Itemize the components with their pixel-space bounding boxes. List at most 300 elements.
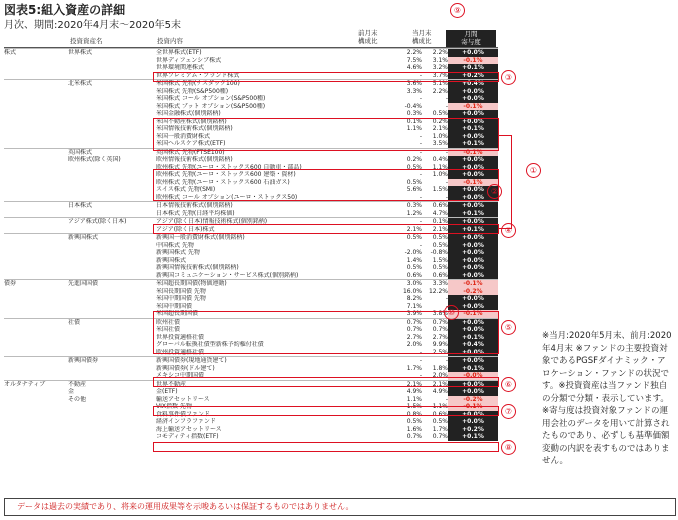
- contribution-cell: +0.0%: [448, 133, 498, 141]
- cur-ratio-cell: 12.2%: [428, 287, 448, 295]
- asset-class-cell: [4, 396, 68, 404]
- prev-ratio-cell: 2.7%: [406, 333, 422, 341]
- content-cell: 米国超長期国債: [156, 310, 199, 318]
- highlight-box-1: [153, 118, 499, 151]
- header-cur-ratio-1: 当月末: [412, 29, 432, 37]
- contribution-cell: +0.0%: [448, 380, 498, 388]
- cur-ratio-cell: 1.0%: [432, 132, 448, 140]
- cur-ratio-cell: 0.7%: [432, 326, 448, 334]
- marker-8: ⑧: [501, 440, 516, 455]
- contribution-cell: +0.4%: [448, 341, 498, 349]
- asset-class-cell: オルタナティブ: [4, 380, 68, 388]
- cur-ratio-cell: -: [445, 95, 448, 103]
- content-cell: 新興国債券(現地通貨建て): [156, 357, 354, 365]
- content-cell: コモディティ指数(ETF): [156, 433, 219, 441]
- asset-class-cell: [4, 156, 68, 164]
- sub-class-cell: [68, 264, 156, 272]
- sub-class-cell: [68, 242, 156, 250]
- sub-class-cell: [68, 334, 156, 342]
- asset-class-cell: [4, 426, 68, 434]
- content-cell: 米国ヘルスケア株式(ETF): [156, 140, 226, 148]
- content-cell: 全世界株式(ETF): [156, 49, 354, 57]
- cur-ratio-cell: 1.8%: [432, 364, 448, 372]
- cur-ratio-cell: 0.1%: [422, 218, 448, 226]
- contribution-cell: +0.4%: [448, 80, 498, 88]
- cur-ratio-cell: 2.2%: [422, 49, 448, 57]
- header-prev-ratio-2: 構成比: [358, 37, 378, 45]
- content-cell: 新興国債券(ドル建て): [156, 364, 215, 372]
- cur-ratio-cell: 1.1%: [432, 403, 448, 411]
- marker-7: ⑦: [501, 404, 516, 419]
- cur-ratio-cell: 1.1%: [432, 163, 448, 171]
- cur-ratio-cell: 3.7%: [432, 71, 448, 79]
- cur-ratio-cell: 0.6%: [422, 202, 448, 210]
- cur-ratio-cell: 0.5%: [432, 241, 448, 249]
- content-cell: 世界投資適格社債: [156, 333, 205, 341]
- contribution-cell: +0.0%: [448, 156, 498, 164]
- asset-class-cell: [4, 334, 68, 342]
- content-cell: 中国株式 先物: [156, 241, 194, 249]
- asset-class-cell: [4, 365, 68, 373]
- contribution-cell: +0.0%: [448, 357, 498, 365]
- sub-class-cell: [68, 341, 156, 349]
- disclaimer: データは過去の実績であり、将来の運用成果等を示唆あるいは保証するものではありません。: [4, 498, 676, 516]
- cur-ratio-cell: 0.5%: [432, 418, 448, 426]
- table-row: [4, 249, 498, 257]
- contribution-cell: +0.0%: [448, 295, 498, 303]
- cur-ratio-cell: 3.1%: [432, 56, 448, 64]
- contribution-cell: -0.2%: [448, 396, 498, 404]
- sub-class-cell: [68, 257, 156, 265]
- content-cell: 米国超長期国債(物価連動): [156, 280, 354, 288]
- cur-ratio-cell: 1.5%: [432, 186, 448, 194]
- asset-class-cell: [4, 72, 68, 80]
- sub-class-cell: [68, 171, 156, 179]
- asset-class-cell: [4, 194, 68, 202]
- cur-ratio-cell: 4.7%: [432, 209, 448, 217]
- prev-ratio-cell: 0.5%: [406, 163, 422, 171]
- content-cell: 世界ディフェンシブ株式: [156, 56, 222, 64]
- highlight-box-2: [153, 169, 499, 201]
- table-row: [4, 426, 498, 434]
- cur-ratio-cell: -: [445, 302, 448, 310]
- contribution-cell: +0.0%: [448, 49, 498, 57]
- header-cur-ratio-2: 構成比: [412, 37, 432, 45]
- cur-ratio-cell: 0.4%: [432, 156, 448, 164]
- prev-ratio-cell: 0.6%: [406, 271, 422, 279]
- content-cell: 米国一般消費財株式: [156, 132, 211, 140]
- contribution-cell: +0.0%: [448, 110, 498, 118]
- prev-ratio-cell: 16.0%: [402, 287, 422, 295]
- cur-ratio-cell: 3.8%: [432, 310, 448, 318]
- sub-class-cell: アジア株式(除く日本): [68, 218, 156, 226]
- sub-class-cell: [68, 186, 156, 194]
- contribution-cell: -0.1%: [448, 403, 498, 411]
- prev-ratio-cell: 3.0%: [354, 280, 422, 288]
- asset-class-cell: [4, 433, 68, 441]
- asset-class-cell: [4, 202, 68, 210]
- cur-ratio-cell: 0.5%: [422, 234, 448, 242]
- contribution-cell: -0.1%: [448, 103, 498, 111]
- content-cell: 世界プレミアム・ブランド株式: [156, 71, 240, 79]
- content-cell: 米国株式 先物(S&P500種): [156, 87, 229, 95]
- asset-class-cell: [4, 326, 68, 334]
- content-cell: 米国社債: [156, 326, 181, 334]
- contribution-cell: +0.1%: [448, 365, 498, 373]
- cur-ratio-cell: 2.2%: [432, 87, 448, 95]
- cur-ratio-cell: 9.9%: [432, 341, 448, 349]
- sub-class-cell: [68, 133, 156, 141]
- contribution-cell: +0.0%: [448, 171, 498, 179]
- asset-class-cell: [4, 148, 68, 156]
- content-cell: 米国金融株式(個別銘柄): [156, 110, 221, 118]
- asset-class-cell: [4, 249, 68, 257]
- sub-class-cell: [68, 140, 156, 148]
- content-cell: 新興国株式: [156, 256, 187, 264]
- content-cell: 金(ETF): [156, 388, 178, 396]
- table-row: [4, 110, 498, 118]
- prev-ratio-cell: 1.6%: [406, 425, 422, 433]
- asset-class-cell: 株式: [4, 49, 68, 57]
- prev-ratio-cell: 2.1%: [406, 225, 422, 233]
- asset-class-cell: [4, 242, 68, 250]
- cur-ratio-cell: -: [445, 102, 448, 110]
- sub-class-cell: 欧州株式(除く英国): [68, 156, 121, 164]
- prev-ratio-cell: 7.5%: [406, 56, 422, 64]
- content-cell: グローバル転換社債型新株予約権付社債: [156, 341, 264, 349]
- prev-ratio-cell: 0.1%: [406, 117, 422, 125]
- contribution-cell: -0.1%: [448, 179, 498, 187]
- contribution-cell: +0.1%: [448, 140, 498, 148]
- sub-class-cell: [68, 179, 156, 187]
- asset-class-cell: [4, 341, 68, 349]
- table-row: [4, 64, 498, 72]
- sub-class-cell: [68, 95, 156, 103]
- prev-ratio-cell: 0.2%: [406, 156, 422, 164]
- prev-ratio-cell: 2.2%: [354, 49, 422, 57]
- prev-ratio-cell: -: [354, 148, 422, 156]
- sub-class-cell: 社債: [68, 318, 156, 326]
- table-row: [4, 264, 498, 272]
- marker-1: ①: [526, 163, 541, 178]
- table-row: [4, 295, 498, 303]
- table-row: [4, 88, 498, 96]
- content-cell: 新興国情報技術株式(個別銘柄): [156, 264, 239, 272]
- content-cell: アジア(除く日本)情報技術株式(個別銘柄): [156, 218, 354, 226]
- prev-ratio-cell: 1.1%: [406, 125, 422, 133]
- header-asset-class: 投資資産名: [70, 37, 103, 45]
- table-row: [4, 57, 498, 65]
- sub-class-cell: [68, 57, 156, 65]
- content-cell: 欧州株式 先物(ユーロ・ストックス600 石油ガス): [156, 178, 290, 186]
- asset-class-cell: [4, 164, 68, 172]
- prev-ratio-cell: -2.0%: [404, 249, 422, 257]
- prev-ratio-cell: -: [354, 357, 422, 365]
- prev-ratio-cell: 7.1%: [406, 302, 422, 310]
- page-subtitle: 月次、期間:2020年4月末～2020年5末: [4, 20, 181, 31]
- contribution-cell: +0.0%: [448, 418, 498, 426]
- content-cell: 欧州社債: [156, 318, 354, 326]
- prev-ratio-cell: 0.5%: [406, 178, 422, 186]
- sub-class-cell: [68, 303, 156, 311]
- asset-class-cell: [4, 234, 68, 242]
- prev-ratio-cell: 5.6%: [406, 186, 422, 194]
- cur-ratio-cell: 0.7%: [432, 433, 448, 441]
- contribution-cell: +0.2%: [448, 426, 498, 434]
- highlight-box-7: [153, 406, 499, 416]
- sub-class-cell: [68, 64, 156, 72]
- contribution-cell: +0.0%: [448, 218, 498, 226]
- contribution-cell: +0.0%: [448, 303, 498, 311]
- contribution-cell: -0.1%: [448, 280, 498, 288]
- prev-ratio-cell: 1.7%: [406, 364, 422, 372]
- content-cell: 欧州株式 先物(ユーロ・ストックス600 建築・資材): [156, 171, 296, 179]
- asset-class-cell: [4, 303, 68, 311]
- table-row: [4, 234, 498, 242]
- table-row: [4, 257, 498, 265]
- asset-class-cell: [4, 272, 68, 280]
- asset-class-cell: [4, 64, 68, 72]
- sub-class-cell: [68, 326, 156, 334]
- sub-class-cell: その他: [68, 395, 87, 403]
- highlight-box-4: [153, 224, 499, 234]
- marker-9: ⑨: [450, 3, 465, 18]
- asset-class-cell: [4, 80, 68, 88]
- asset-class-cell: [4, 210, 68, 218]
- contribution-cell: +0.1%: [448, 433, 498, 441]
- cur-ratio-cell: 2.5%: [432, 348, 448, 356]
- prev-ratio-cell: 1.5%: [406, 403, 422, 411]
- header-prev-ratio-1: 前月末: [358, 29, 378, 37]
- marker-3: ③: [501, 70, 516, 85]
- asset-class-cell: [4, 257, 68, 265]
- asset-class-cell: [4, 218, 68, 226]
- cur-ratio-cell: 4.9%: [432, 388, 448, 396]
- contribution-cell: +0.0%: [448, 234, 498, 242]
- content-cell: 英国株式 先物(FTSE100): [156, 148, 354, 156]
- cur-ratio-cell: -: [445, 295, 448, 303]
- contribution-cell: +0.0%: [448, 164, 498, 172]
- contribution-cell: +0.0%: [448, 272, 498, 280]
- sub-class-cell: 新興国株式: [68, 234, 156, 242]
- content-cell: 欧州情報技術株式(個別銘柄): [156, 156, 233, 164]
- sub-class-cell: [68, 72, 156, 80]
- content-cell: 輸送アセットリース: [156, 395, 210, 403]
- sub-class-cell: [68, 418, 156, 426]
- content-cell: 欧州株式 コール オプション(ユーロ・ストックス50): [156, 193, 298, 201]
- contribution-cell: +0.0%: [448, 88, 498, 96]
- table-row: [4, 280, 498, 288]
- table-row: [4, 396, 498, 404]
- sub-class-cell: [68, 433, 156, 441]
- prev-ratio-cell: 0.7%: [354, 318, 422, 326]
- asset-class-cell: [4, 288, 68, 296]
- cur-ratio-cell: 0.6%: [432, 410, 448, 418]
- table-row: [4, 433, 498, 441]
- prev-ratio-cell: 8.2%: [406, 295, 422, 303]
- sub-class-cell: [68, 164, 156, 172]
- cur-ratio-cell: 3.2%: [432, 64, 448, 72]
- sub-class-cell: 英国株式: [68, 148, 156, 156]
- contribution-cell: +0.1%: [448, 125, 498, 133]
- connector-line: [499, 135, 511, 136]
- contribution-cell: +0.1%: [448, 226, 498, 234]
- table-row: [4, 210, 498, 218]
- prev-ratio-cell: -: [419, 140, 422, 148]
- content-cell: 米国中期国債: [156, 302, 193, 310]
- cur-ratio-cell: 2.1%: [422, 380, 448, 388]
- prev-ratio-cell: 3.6%: [354, 80, 422, 88]
- prev-ratio-cell: 3.3%: [406, 87, 422, 95]
- prev-ratio-cell: 0.5%: [406, 418, 422, 426]
- prev-ratio-cell: 0.8%: [406, 410, 422, 418]
- content-cell: VIX指数 先物: [156, 403, 192, 411]
- contribution-cell: +0.2%: [448, 72, 498, 80]
- cur-ratio-cell: -: [445, 178, 448, 186]
- content-cell: アジア(除く日本)株式: [156, 225, 215, 233]
- prev-ratio-cell: 0.7%: [406, 326, 422, 334]
- prev-ratio-cell: -: [419, 95, 422, 103]
- contribution-cell: +0.0%: [448, 349, 498, 357]
- sub-class-cell: 新興国債券: [68, 357, 156, 365]
- asset-class-cell: [4, 103, 68, 111]
- sub-class-cell: [68, 210, 156, 218]
- cur-ratio-cell: 2.7%: [432, 333, 448, 341]
- asset-class-cell: [4, 118, 68, 126]
- sub-class-cell: [68, 194, 156, 202]
- sub-class-cell: [68, 403, 156, 411]
- content-cell: 米国中期国債 先物: [156, 295, 206, 303]
- cur-ratio-cell: -: [422, 148, 448, 156]
- content-cell: 欧州投資適格社債: [156, 348, 205, 356]
- marker-6: ⑥: [501, 377, 516, 392]
- asset-class-cell: [4, 95, 68, 103]
- highlight-box-6: [153, 377, 499, 387]
- cur-ratio-cell: 0.7%: [422, 318, 448, 326]
- contribution-cell: -0.1%: [448, 148, 498, 156]
- sub-class-cell: 世界株式: [68, 49, 156, 57]
- table-row: [4, 95, 498, 103]
- prev-ratio-cell: 2.0%: [406, 341, 422, 349]
- highlight-box-3: [153, 72, 499, 82]
- sub-class-cell: [68, 310, 156, 318]
- cur-ratio-cell: 1.0%: [432, 171, 448, 179]
- contribution-cell: -0.1%: [448, 310, 498, 318]
- cur-ratio-cell: 0.6%: [432, 271, 448, 279]
- table-row: [4, 202, 498, 210]
- cur-ratio-cell: 1.7%: [432, 425, 448, 433]
- table-row: [4, 365, 498, 373]
- sub-class-cell: [68, 110, 156, 118]
- contribution-cell: -0.1%: [448, 57, 498, 65]
- content-cell: メキシコ中期国債: [156, 372, 204, 380]
- sub-class-cell: [68, 288, 156, 296]
- prev-ratio-cell: 0.7%: [406, 433, 422, 441]
- sub-class-cell: [68, 226, 156, 234]
- asset-class-cell: [4, 226, 68, 234]
- sub-class-cell: [68, 372, 156, 380]
- table-row: [4, 242, 498, 250]
- asset-class-cell: [4, 388, 68, 396]
- table-row: [4, 303, 498, 311]
- contribution-cell: -0.2%: [448, 288, 498, 296]
- prev-ratio-cell: -: [419, 132, 422, 140]
- page-title: 図表5:組入資産の詳細: [4, 3, 126, 17]
- table-row: [4, 156, 498, 164]
- contribution-cell: +0.0%: [448, 242, 498, 250]
- header-contrib-1: 月間: [464, 30, 478, 38]
- content-cell: 米国株式 プット オプション(S&P500種): [156, 102, 266, 110]
- contribution-cell: +0.0%: [448, 411, 498, 419]
- sub-class-cell: [68, 88, 156, 96]
- header-content: 投資内容: [157, 37, 183, 45]
- contribution-cell: +0.0%: [448, 202, 498, 210]
- asset-class-cell: [4, 295, 68, 303]
- cur-ratio-cell: 5.1%: [422, 80, 448, 88]
- content-cell: 日本株式 先物(日経平均株価): [156, 209, 235, 217]
- asset-class-cell: [4, 179, 68, 187]
- asset-class-cell: [4, 88, 68, 96]
- cur-ratio-cell: 0.5%: [432, 110, 448, 118]
- prev-ratio-cell: 0.3%: [406, 110, 422, 118]
- sub-class-cell: [68, 118, 156, 126]
- sub-class-cell: [68, 426, 156, 434]
- contribution-cell: +0.0%: [448, 326, 498, 334]
- cur-ratio-cell: -: [445, 193, 448, 201]
- contribution-cell: +0.0%: [448, 249, 498, 257]
- contribution-cell: +0.0%: [448, 318, 498, 326]
- contribution-cell: +0.1%: [448, 210, 498, 218]
- prev-ratio-cell: 0.3%: [354, 202, 422, 210]
- contribution-cell: +0.0%: [448, 257, 498, 265]
- sub-class-cell: 不動産: [68, 380, 156, 388]
- sub-class-cell: [68, 125, 156, 133]
- sub-class-cell: [68, 411, 156, 419]
- content-cell: 米国株式 先物(ナスダック100): [156, 80, 354, 88]
- asset-class-cell: [4, 349, 68, 357]
- sub-class-cell: [68, 103, 156, 111]
- contribution-cell: +0.0%: [448, 118, 498, 126]
- prev-ratio-cell: 1.1%: [406, 395, 422, 403]
- header-contribution: [446, 30, 496, 48]
- cur-ratio-cell: 2.1%: [432, 225, 448, 233]
- content-cell: 米国不動産株式(個別銘柄): [156, 117, 227, 125]
- prev-ratio-cell: -: [419, 193, 422, 201]
- content-cell: 新興国株式 先物: [156, 249, 200, 257]
- prev-ratio-cell: -: [419, 372, 422, 380]
- asset-class-cell: [4, 110, 68, 118]
- cur-ratio-cell: 0.5%: [432, 264, 448, 272]
- asset-class-cell: [4, 403, 68, 411]
- content-cell: 米国株式 コール オプション(S&P500種): [156, 95, 266, 103]
- content-cell: 新興国コミュニケーション・サービス株式(個別銘柄): [156, 271, 299, 279]
- asset-class-cell: [4, 418, 68, 426]
- cur-ratio-cell: 1.5%: [432, 256, 448, 264]
- marker-10: ⑩: [444, 305, 459, 320]
- prev-ratio-cell: 4.6%: [406, 64, 422, 72]
- content-cell: 経済インフラファンド: [156, 418, 216, 426]
- asset-class-cell: [4, 357, 68, 365]
- content-cell: 欧州株式 先物(ユーロ・ストックス600 自動車・部品): [156, 163, 302, 171]
- prev-ratio-cell: 1.2%: [406, 209, 422, 217]
- contribution-cell: +0.0%: [448, 194, 498, 202]
- prev-ratio-cell: 0.5%: [354, 234, 422, 242]
- sub-class-cell: [68, 365, 156, 373]
- cur-ratio-cell: -: [445, 395, 448, 403]
- asset-class-cell: 債券: [4, 280, 68, 288]
- asset-class-cell: [4, 125, 68, 133]
- footnote: ※当月:2020年5月末、前月:2020年4月末 ※ファンドの主要投資対象であるPGSFダイナミック・アロケーション・ファンドの状況です。※投資資産は当ファンド独自の分類で分類・表示しています。※寄与度は投資対象ファンドの運用会社のデータを用いて計算されたものであり、必ずしも基準価額変動の内訳を表すものではありません。: [542, 331, 672, 466]
